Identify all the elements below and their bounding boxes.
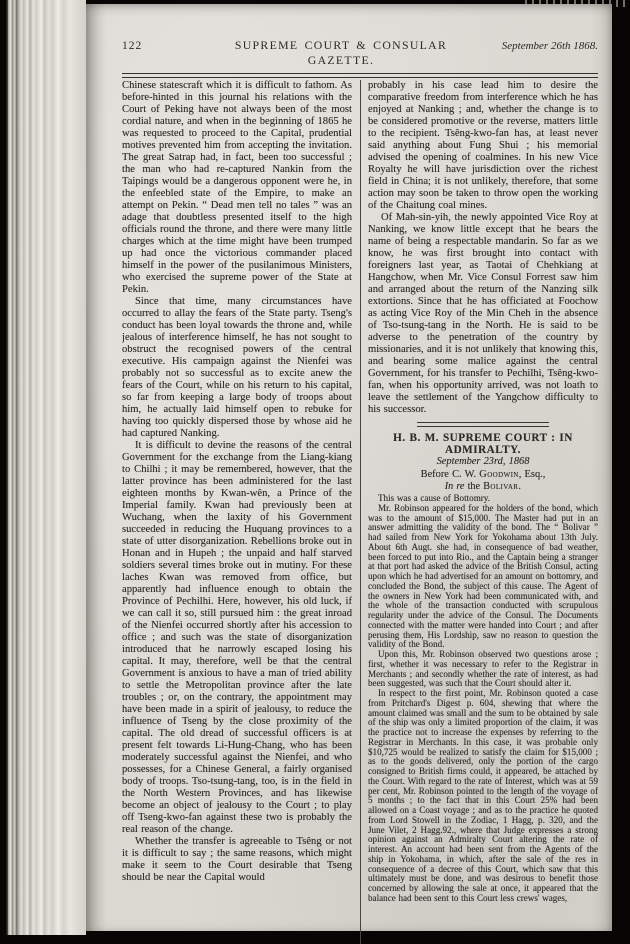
court-paragraph: This was a cause of Bottomry.: [378, 493, 491, 503]
section-divider-rule: [417, 422, 549, 427]
court-paragraph: Mr. Robinson appeared for the holders of the bond, which was to the amount of $15,000. The Master had put in an answer admitting the validity of the bond. The “ Bolivar ” had sailed from New York for Yokohama about 13th July. About 6th Augt. she had, in consequence of bad weather, been forced to put into Rio., and the Captain being a stranger at that port had asked the advice of the British Consul, acting upon which he had advertised for an amount on bottomry, and concluded the Bond, the subject of this cause. The Agent of the owners in New York had been communicated with, and the whole of the transaction conducted with scrupulous regularity under the advice of the Consul. The Documents connected with the matter were handed into Court ; and after perusing them, His Lordship, saw no reason to question the validity of the Bond.: [368, 502, 598, 650]
issue-date: September 26th 1868.: [501, 40, 598, 52]
court-section-header: [368, 432, 598, 493]
article-paragraph: Chinese statescraft which it is difficult to fathom. As before-hinted in this journal his relations with the Court of Peking have not always been of the most cordial nature, and when in the beginning of 1865 he was requested to proceed to the Capital, prudential motives prevented him from accepting the invitation. The great Satrap had, in fact, been too successful ; the man who had re-captured Nankin from the Taipings would be a dangerous opponent were he, in the enfeebled state of the Empire, to make an attempt on Pekin. “ Dead men tell no tales ” was an adage that doubtless presented itself to the high officials round the throne, and there were many little charges which at the time might have been trumped up had once the victorious commander placed himself in the power of the pusilanimous Ministers, who exercised the supreme power of the State at Pekin.: [122, 80, 352, 295]
gazette-page: [86, 4, 612, 931]
in-re-label: In re: [444, 481, 465, 492]
case-title-line: [368, 481, 598, 493]
court-paragraph: In respect to the first point, Mr. Robinson quoted a case from Pritchard's Digest p. 604, shewing that where the amount claimed was small and the sum to be obtained by sale of the ship was only a limited proportion of the claim, it was the practice not to increase the expenses by referring to the Registrar in Merchants. In this case, it was probable only $10,725 would be realized to satisfy the claim for $15,000 ; as to the goods delivered, only the portion of the cargo consigned to British firms could, it appeared, be attached by the Court. With regard to the rate of Interest, which was at 59 per cent, Mr. Robinson pointed to the length of the voyage of 5 months ; to the fact that in this Court 25% had been allowed on a Coast voyage ; and as to the practice he quoted from Lord Stowell in the Zodiac, 1 Hagg, p. 320, and the June Vilet, 2 Hagg.92., where that Judge expresses a strong opinion against an Admiralty Court altering the rate of interest. An account had been sent from the Agents of the ship in Yokohama, in which, after the sale of the res in consequence of a decree of this Court, which saw that this ultimately must be done, and was desirous to benefit those concerned by allowing the sale at once, it appeared that the balance had been sent to this Court less crews' wages,: [368, 688, 598, 903]
article-paragraph: probably in his case lead him to desire the comparative freedom from interference which he has enjoyed at Nanking ; and, whether the change is to be considered promotive or the reverse, matters little to the recipient. Tsêng-kwo-fan has, at least never said anything about Fung Shui ; his memorial advised the opening of coalmines. In his new Vice Royalty he will have jurisdiction over the richest field in China; it is not unlikely, therefore, that some action may soon be taken to throw open the working of the Chaitung coal mines.: [368, 80, 598, 211]
article-paragraph: Since that time, many circumstances have occurred to allay the fears of the State party. Tseng's conduct has been loyal towards the throne and, while jealous of interference himself, he has not sought to obstruct the recognised powers of the central executive. His campaign against the Nienfei was probably not so successful as to excite anew the fears of the Court, while on his return to his capital, so far from keeping a large body of troops about him, he actually laid himself open to rebuke for having too quickly dispersed those by whose aid he had captured Nanking.: [122, 296, 352, 439]
left-column: [122, 80, 352, 944]
article-paragraph: It is difficult to devine the reasons of the central Government for the exchange from the Liang-kiang to Chilhi ; it may be remembered, however, that the latter province has been administered for the last eighteen months by Kwan-wên, a Prince of the Imperial family. Kwan had previously been at Wuchang, when the laxity of his Government succeeded in reducing the Huquang provinces to a state of utter disorganization. Rebellions broke out in Honan and in Hupeh ; the unpaid and half starved soldiers several times broke out in mutiny. For these laches Kwan was removed from office, but apparently had influence enough to obtain the Province of Pechilhi. Here, however, his old luck, if we can call it so, still pursued him : the great inroad of the Nienfei occurred shortly after his accession to office ; and such was the state of disorganization introduced that he narrowly escaped losing his capital. It may, therefore, well be that the central Government is anxious to have a man of tried ability to settle the Metropolitan province after the late troubles ; or, on the contrary, the appointment may have been made in a spirit of jealousy, to reduce the influence of Tseng by the close proximity of the capital. The old dread of successful officers is at present felt towards Li-Hung-Chang, who has been moderately successful against the Nienfei, and who possesses, for a Chinese General, a fairly organised body of troops. Tso-tsung-tang, too, is in the field in the North Western Provinces, and has likewise become an object of jealousy to the Court ; to play off Tseng-kwo-fan against these two is probably the real reason of the change.: [122, 440, 352, 835]
case-title-mid: the: [464, 481, 484, 492]
presiding-judge-line: [368, 469, 598, 482]
judge-name: Goodwin: [479, 468, 519, 480]
header-double-rule: [122, 73, 598, 78]
page-number: 122: [122, 40, 143, 52]
text-columns: [122, 80, 598, 944]
judge-line-prefix: Before C. W.: [420, 468, 480, 480]
court-report-body: [368, 494, 598, 904]
right-column: [360, 80, 598, 944]
article-paragraph: Of Mah-sin-yih, the newly appointed Vice Roy at Nanking, we know little except that he bears the name of being a respectable mandarin. So far as we know, he was first brought into contact with foreigners last year, as Taotai of Chehkiang at Hangchow, when Mr. Vice Consul Forrest saw him and arranged about the return of the Nanzing silk extortions. Since that he has officiated at Foochow as acting Vice Roy of the Min Cheh in the absence of Tso-tsung-tang in the North. He is said to be adverse to the penetration of the country by missionaries, and it is not unlikely that knowing this, and bearing some malice against the central Government, for his transfer to Pechilhi, Tsêng-kwo-fan, when his opportunity arrived, was not loath to leave the settlement of the Yangchow difficulty to his successor.: [368, 212, 598, 415]
gazette-title: SUPREME COURT & CONSULAR GAZETTE.: [234, 38, 448, 67]
running-header: [122, 38, 598, 68]
court-paragraph: Upon this, Mr. Robinson observed two questions arose ; first, whether it was necessary to refer to the Registrar in Merchants ; and secondly whether the rate of interest, as had been suggested, was such that the Court should alter it.: [368, 649, 598, 689]
book-page-stack-edge: [6, 0, 86, 935]
court-session-date: September 23rd, 1868: [436, 456, 530, 467]
court-section-heading: H. B. M. SUPREME COURT : IN ADMIRALTY.: [393, 432, 573, 456]
judge-line-suffix: , Esq.,: [518, 468, 546, 480]
ship-name: Bolivar.: [483, 481, 522, 492]
article-paragraph: Whether the transfer is agreeable to Tsêng or not it is difficult to say ; the same reasons, which might make it seem to the Court desirable that Tseng should be near the Capital would: [122, 836, 352, 883]
